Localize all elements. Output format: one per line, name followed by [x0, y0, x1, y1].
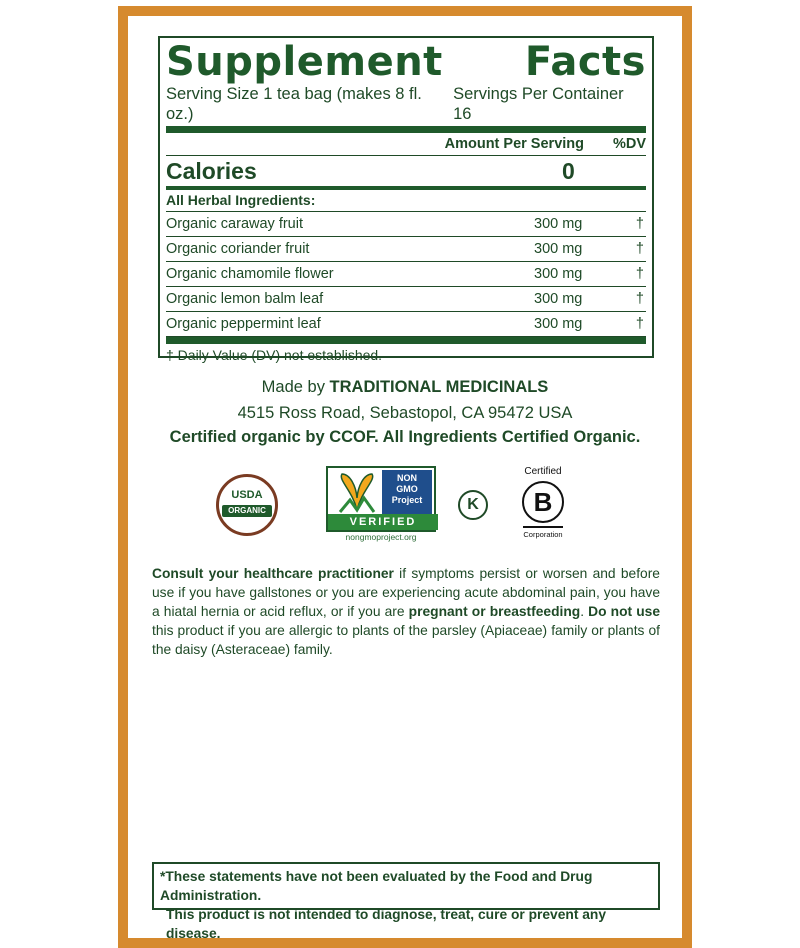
b-corp-top: Certified — [524, 466, 562, 477]
butterfly-icon — [332, 470, 382, 516]
divider-thick-bottom — [166, 337, 646, 344]
certification-logos — [128, 466, 682, 556]
warning-text-2: . — [580, 604, 589, 619]
ingredient-row — [166, 262, 646, 287]
ingredient-amount: 300 mg — [534, 216, 583, 232]
usda-organic-logo — [216, 474, 278, 536]
dv-header: %DV — [612, 136, 646, 152]
ingredient-amount: 300 mg — [534, 241, 583, 257]
warning-bold-3: Do not use — [588, 604, 661, 619]
disclaimer-line1: *These statements have not been evaluated by the Food and Drug Administration. — [160, 869, 593, 903]
ingredient-amount: 300 mg — [534, 266, 583, 282]
ingredient-dv: † — [635, 241, 644, 257]
non-gmo-tag — [382, 470, 432, 518]
b-corp-bottom: Corporation — [523, 530, 563, 539]
ingredient-name: Organic coriander fruit — [166, 241, 310, 257]
warning-text — [152, 564, 660, 659]
serving-row — [166, 84, 646, 126]
ingredient-name: Organic lemon balm leaf — [166, 291, 324, 307]
facts-title — [166, 40, 646, 84]
ingredient-name: Organic peppermint leaf — [166, 316, 321, 332]
fda-disclaimer — [152, 862, 660, 941]
header-row — [166, 133, 646, 156]
ingredient-row — [166, 287, 646, 312]
organic-certification: Certified organic by CCOF. All Ingredients Certified Organic. — [169, 428, 641, 446]
usda-logo-bottom: ORGANIC — [222, 505, 272, 517]
servings-per-container: Servings Per Container 16 — [453, 85, 624, 123]
b-corp-letter: B — [522, 481, 564, 523]
non-gmo-url: nongmoproject.org — [345, 532, 417, 542]
ingredient-dv: † — [635, 266, 644, 282]
ingredient-dv: † — [635, 291, 644, 307]
calories-value: 0 — [562, 158, 575, 184]
warning-text-1: if symptoms persist or worsen and before use if you have gallstones or you are experiencing acute abdominal pain, you have a hiatal hernia or acid reflux, or if you are — [152, 566, 660, 619]
non-gmo-frame — [326, 466, 436, 532]
company-address: 4515 Ross Road, Sebastopol, CA 95472 USA — [237, 404, 573, 422]
ingredient-dv: † — [635, 216, 644, 232]
facts-title-right: Facts — [524, 39, 646, 85]
ingredient-row — [166, 312, 646, 337]
usda-logo-top: USDA — [231, 489, 263, 501]
ingredient-amount: 300 mg — [534, 291, 583, 307]
made-by-line — [128, 378, 682, 397]
non-gmo-verified: VERIFIED — [328, 514, 438, 530]
warning-text-3: this product if you are allergic to plants of the parsley (Apiaceae) family or plants of the daisy (Asteraceae) family. — [152, 623, 660, 657]
ingredient-name: Organic caraway fruit — [166, 216, 303, 232]
facts-title-left: Supplement — [166, 39, 443, 85]
warning-bold-2: pregnant or breastfeeding — [408, 604, 581, 619]
non-gmo-line2: GMO — [396, 484, 418, 494]
kosher-logo: K — [458, 490, 488, 520]
dv-footnote: † Daily Value (DV) not established. — [166, 347, 383, 363]
ingredient-name: Organic chamomile flower — [166, 266, 334, 282]
serving-size: Serving Size 1 tea bag (makes 8 fl. oz.) — [166, 85, 422, 123]
ingredient-row — [166, 212, 646, 237]
made-by-prefix: Made by — [261, 378, 330, 396]
non-gmo-logo — [326, 466, 438, 546]
calories-row — [166, 156, 646, 186]
calories-label: Calories — [166, 158, 257, 184]
divider-thick — [166, 126, 646, 133]
warning-bold-1: Consult your healthcare practitioner — [152, 566, 394, 581]
b-corp-rule — [523, 526, 563, 528]
ingredient-row — [166, 237, 646, 262]
non-gmo-line3: Project — [391, 495, 423, 505]
non-gmo-line1: NON — [397, 473, 417, 483]
company-name: TRADITIONAL MEDICINALS — [329, 378, 549, 396]
ingredient-amount: 300 mg — [534, 316, 583, 332]
amount-header: Amount Per Serving — [444, 136, 584, 152]
disclaimer-line2: This product is not intended to diagnose, treat, cure or prevent any disease. — [166, 907, 607, 941]
ingredient-dv: † — [635, 316, 644, 332]
section-label: All Herbal Ingredients: — [166, 190, 646, 212]
label-frame — [118, 6, 692, 948]
supplement-facts-panel — [158, 36, 654, 363]
b-corp-logo — [512, 466, 574, 548]
